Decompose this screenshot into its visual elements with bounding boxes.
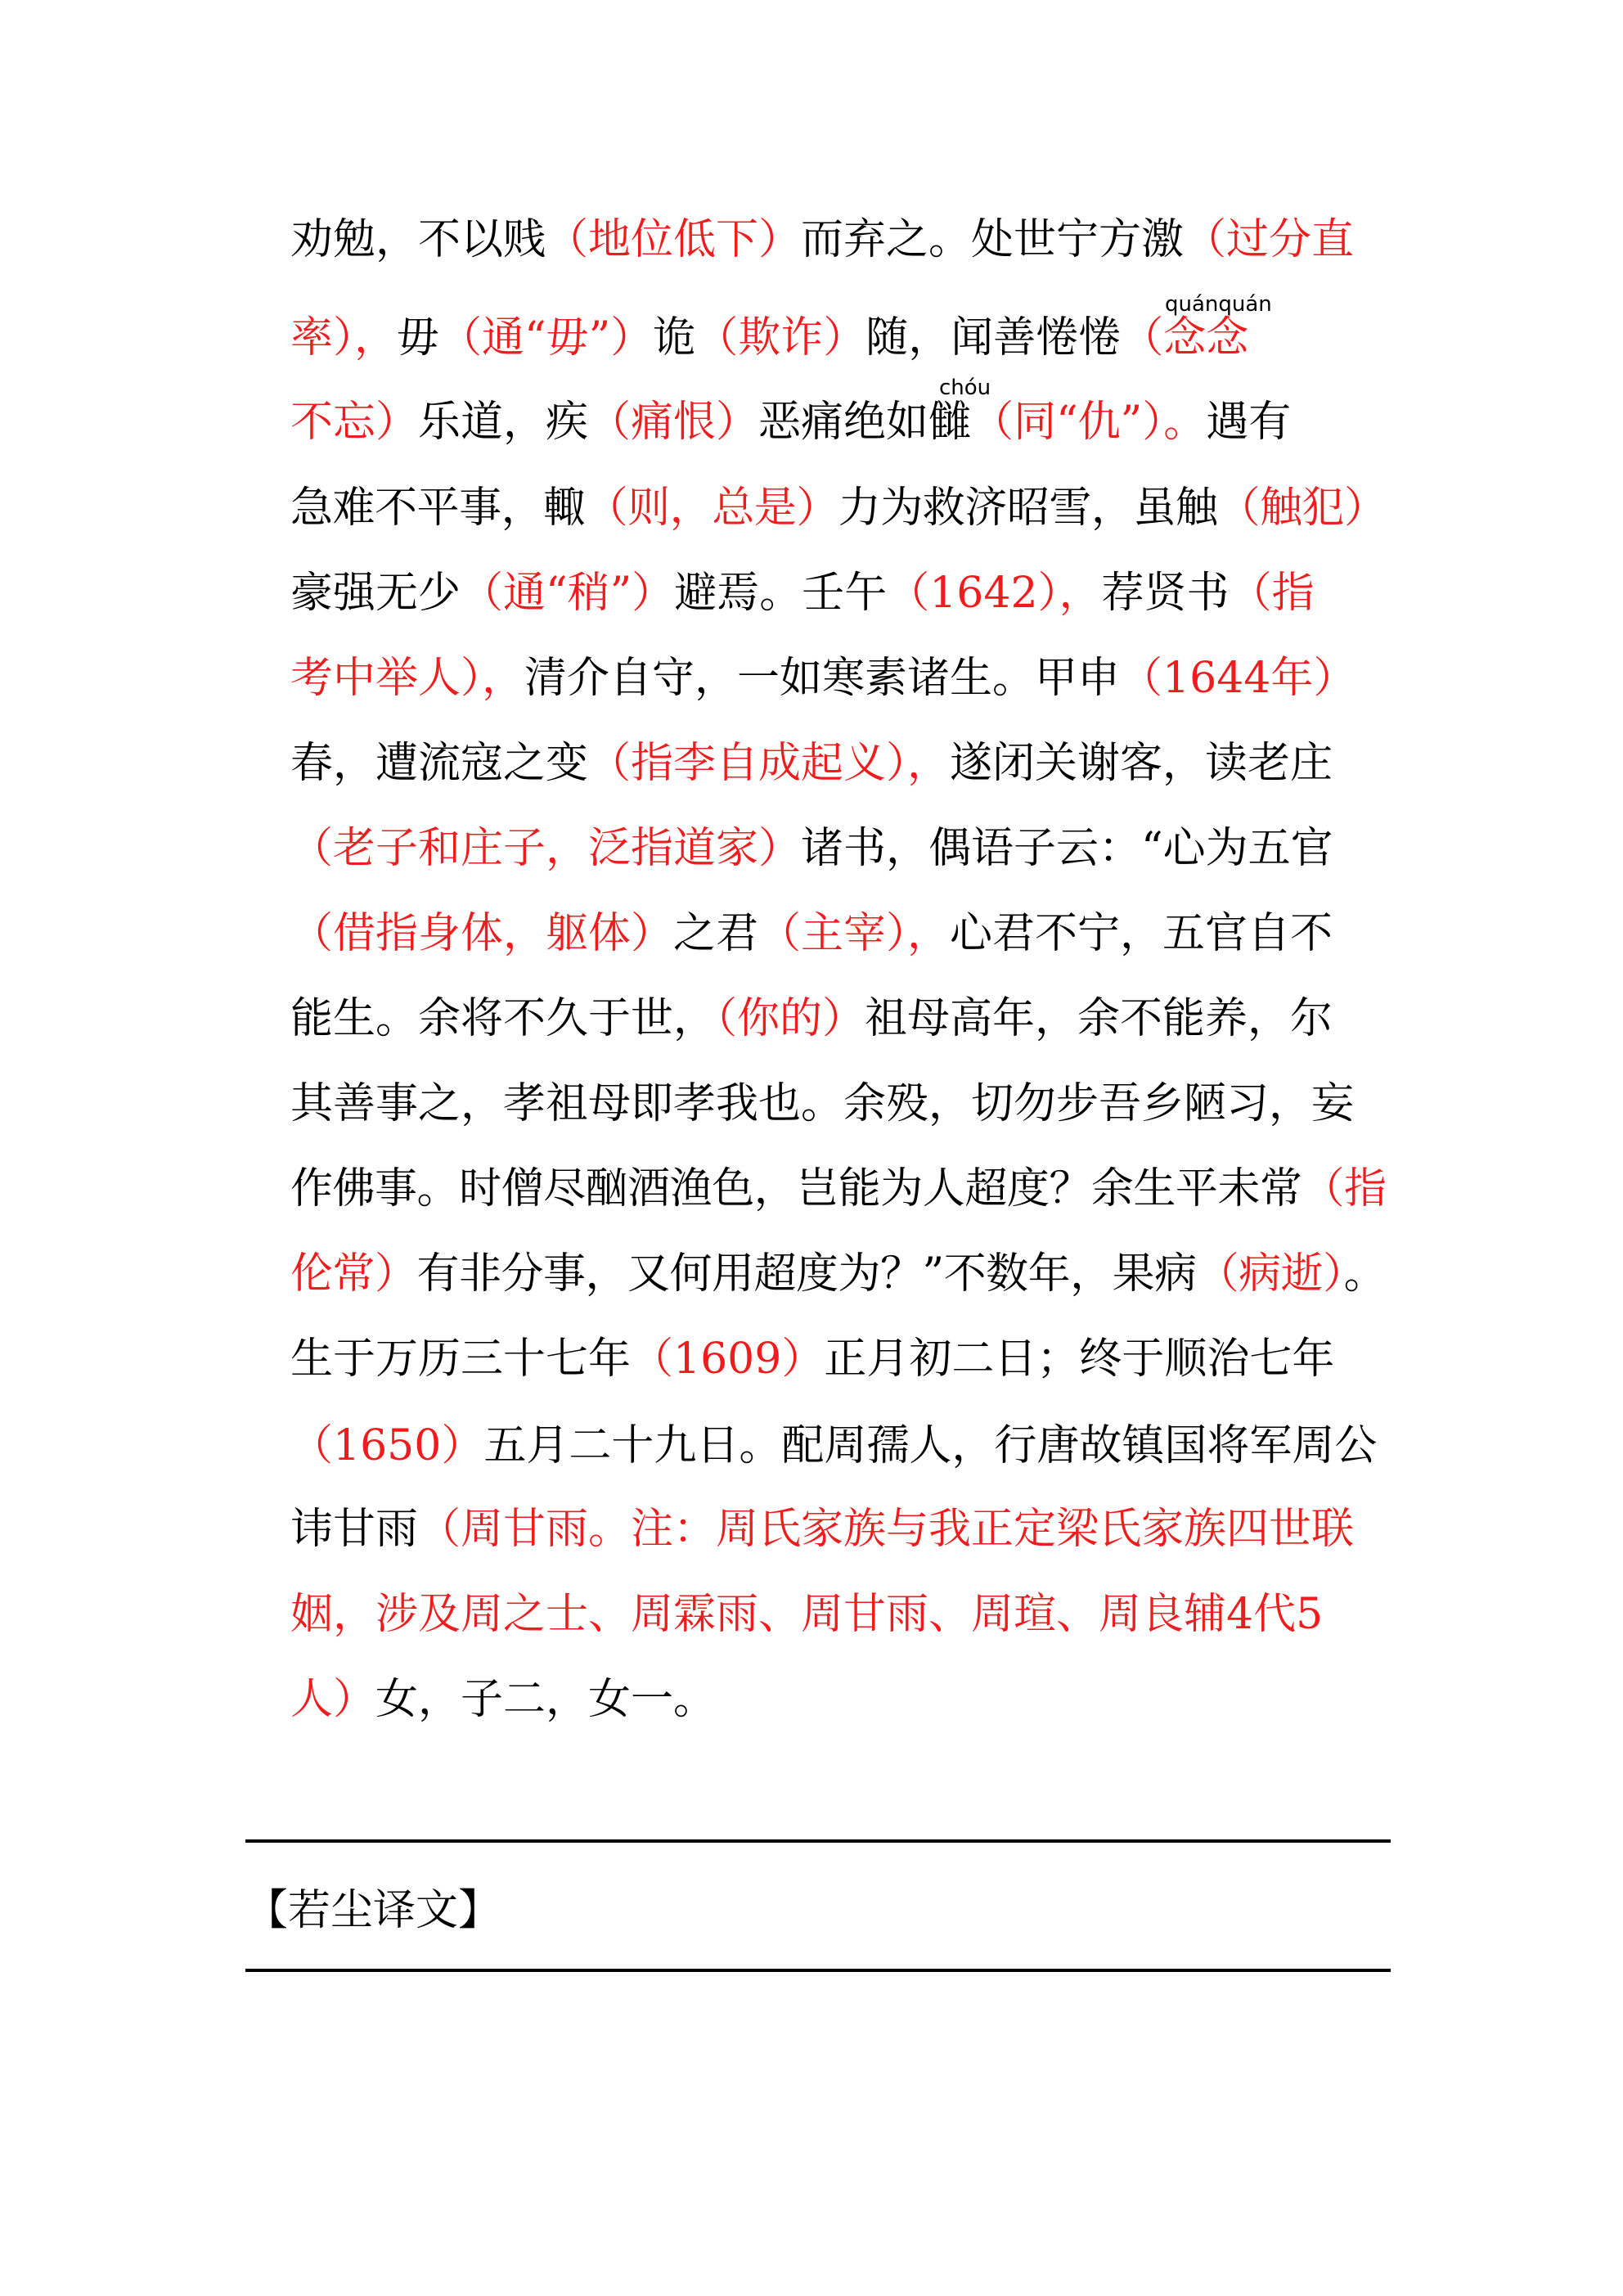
text-segment: 力为救济昭雪，虽触 (838, 484, 1218, 533)
annotation-segment: （过分直 (1184, 215, 1355, 264)
text-segment: 毋 (397, 313, 440, 362)
text-line (290, 820, 1387, 877)
text-line (290, 309, 1387, 367)
annotation-segment: （通“稍”） (461, 569, 675, 618)
annotation-segment: 姻，涉及周之士、周霖雨、周甘雨、周瑄、周良辅4代5 (290, 1590, 1324, 1639)
annotation-segment: 考中举人）， (290, 654, 525, 703)
section-heading: 【若尘译文】 (245, 1886, 501, 1935)
annotation-segment: （借指身体，躯体） (290, 909, 674, 958)
annotation-segment: （1650） (290, 1421, 484, 1470)
annotation-segment: （指 (1302, 1164, 1387, 1213)
annotation-segment: 率）， (290, 313, 398, 362)
text-segment: 清介自守，一如寒素诸生。甲申 (524, 654, 1121, 703)
text-segment: 正月初二日；终于顺治七年 (824, 1335, 1335, 1384)
annotation-segment: （触犯） (1217, 484, 1387, 533)
text-line (290, 650, 1387, 707)
text-segment: 生于万历三十七年 (290, 1335, 632, 1384)
annotation-segment: （欺诈） (695, 313, 866, 362)
text-segment: 。 (1343, 1249, 1387, 1299)
text-segment: 有非分事，又何用超度为？”不数年，果病 (416, 1249, 1197, 1299)
text-segment: 遂闭关谢客，读老庄 (950, 739, 1333, 788)
annotation-segment: （你的） (716, 994, 865, 1043)
annotation-segment: （指李自成起义）， (588, 739, 951, 788)
text-segment: 女，子二，女一。 (375, 1675, 717, 1724)
annotation-segment: （地位低下） (546, 215, 802, 264)
annotation-segment: 人） (290, 1675, 376, 1724)
bottom-divider (245, 1969, 1391, 1972)
text-segment: 作佛事。时僧尽酗酒渔色，岂能为人超度？余生平未常 (290, 1164, 1302, 1213)
annotation-segment: （周甘雨。注：周氏家族与我正定梁氏家族四世联 (418, 1505, 1355, 1554)
text-segment: 乐道，疾 (418, 398, 589, 447)
text-line (290, 990, 1387, 1047)
text-segment: 诡 (653, 313, 696, 362)
text-segment: 急难不平事，輙 (290, 484, 586, 533)
text-line (290, 479, 1387, 537)
text-segment: 遇有 (1206, 398, 1292, 447)
text-line (290, 1330, 1387, 1388)
annotation-segment: （主宰）， (758, 909, 951, 958)
text-segment: 能生。 (290, 994, 419, 1043)
text-segment: 避焉。壬午 (674, 569, 888, 618)
text-segment: 恶痛绝如雠 (758, 398, 972, 447)
annotation-segment: 不忘） (290, 398, 419, 447)
annotation-segment: （1644年） (1120, 654, 1356, 703)
text-segment: 余将不久于世， (418, 994, 717, 1043)
annotation-segment: （1609） (631, 1335, 825, 1384)
text-line (290, 565, 1387, 622)
annotation-segment: （则，总是） (585, 484, 838, 533)
text-line (290, 1417, 1387, 1474)
text-segment: 随，闻善惓惓 (865, 313, 1122, 362)
pinyin-annotation-chou: chóu (939, 376, 991, 400)
text-segment: 之君 (673, 909, 759, 958)
text-segment: 五月二十九日。配周孺人，行唐故镇国将军周公 (483, 1421, 1378, 1470)
text-segment: 豪强无少 (290, 569, 461, 618)
text-segment: 劝勉，不以贱 (290, 215, 546, 264)
text-segment: 而弃之。处世宁方激 (801, 215, 1185, 264)
annotation-segment: （指 (1229, 569, 1315, 618)
text-line (290, 905, 1387, 962)
text-segment: 其善事之，孝祖母即孝我也。余殁，切勿步吾乡陋习，妄 (290, 1079, 1355, 1128)
text-line (290, 1160, 1387, 1218)
annotation-segment: （同“仇”）。 (971, 398, 1207, 447)
text-line (290, 211, 1387, 268)
text-segment: 心君不宁，五官自不 (950, 909, 1333, 958)
text-line (290, 1671, 1387, 1728)
annotation-segment: （念念 (1121, 313, 1249, 362)
text-line (290, 735, 1387, 792)
annotation-segment: （病逝） (1196, 1249, 1344, 1299)
top-divider (245, 1839, 1391, 1843)
text-segment: 诸书，偶语子云：“心为五官 (801, 824, 1333, 873)
annotation-segment: （通“毋”） (439, 313, 654, 362)
annotation-segment: （老子和庄子，泛指道家） (290, 824, 802, 873)
text-segment: 春，遭流寇之变 (290, 739, 589, 788)
text-line (290, 394, 1387, 451)
text-line (290, 1586, 1387, 1643)
annotation-segment: 伦常） (290, 1249, 417, 1299)
text-segment: 祖母高年，余不能养，尔 (865, 994, 1333, 1043)
text-line (290, 1501, 1387, 1558)
text-line (290, 1245, 1387, 1303)
text-segment: 荐贤书 (1101, 569, 1230, 618)
text-segment: 讳甘雨 (290, 1505, 419, 1554)
annotation-segment: （1642）， (887, 569, 1102, 618)
annotation-segment: （痛恨） (588, 398, 759, 447)
text-line (290, 1075, 1387, 1132)
pinyin-annotation-quanquan: quánquán (1165, 292, 1272, 317)
